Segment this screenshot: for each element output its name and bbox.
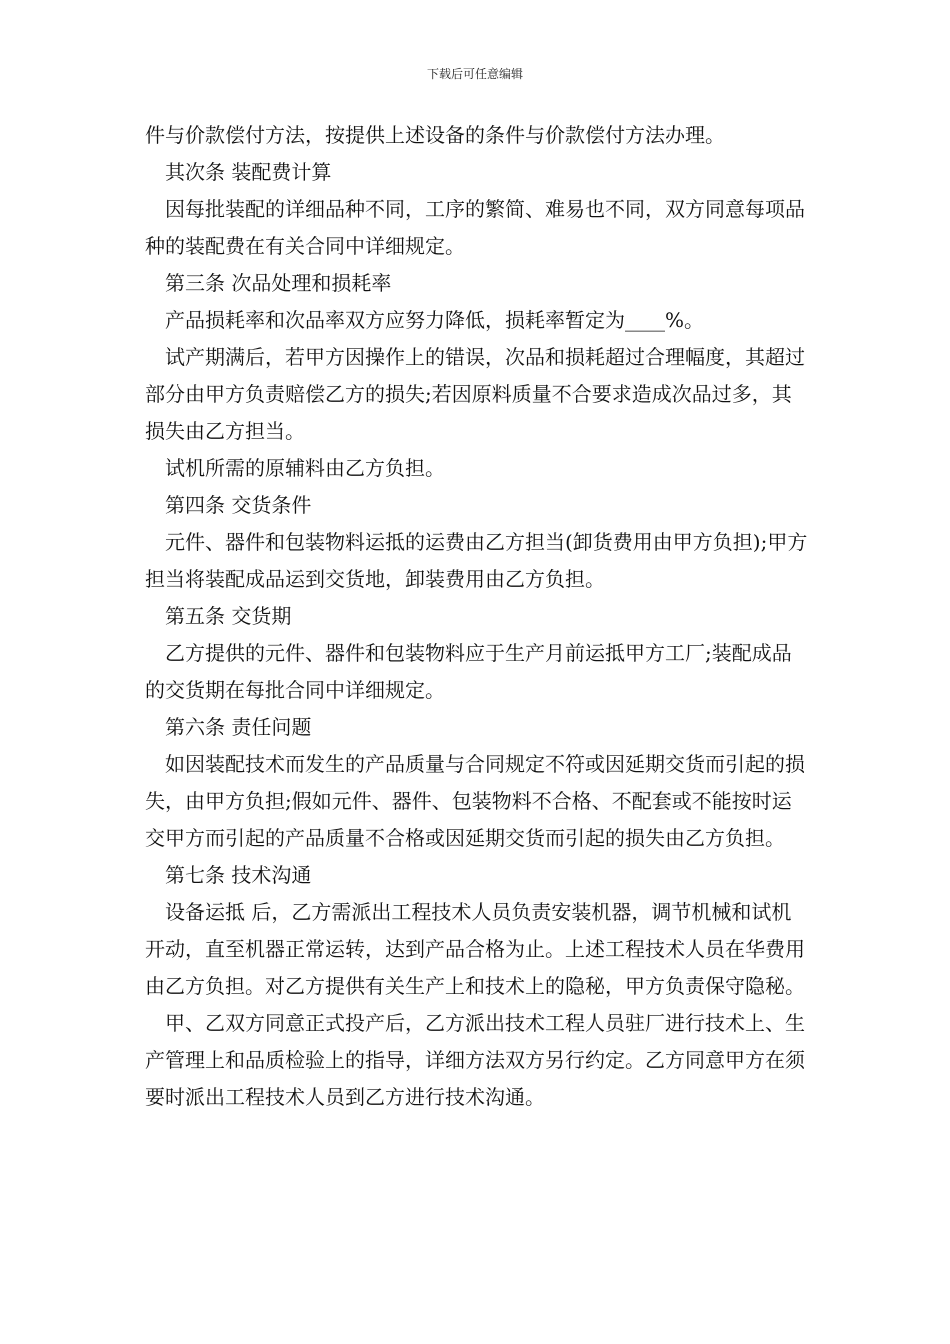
paragraph: 元件、器件和包装物料运抵的运费由乙方担当(卸货费用由甲方负担);甲方担当将装配成品运到交货地，卸装费用由乙方负担。: [145, 530, 808, 591]
clause-heading-7: 第七条 技术沟通: [165, 863, 312, 887]
clause-heading-2: 其次条 装配费计算: [165, 160, 332, 184]
clause-heading-6: 第六条 责任问题: [165, 715, 312, 739]
paragraph: 试产期满后，若甲方因操作上的错误，次品和损耗超过合理幅度，其超过部分由甲方负责赔偿乙方的损失;若因原料质量不合要求造成次品过多，其损失由乙方担当。: [145, 345, 805, 443]
clause-heading-3: 第三条 次品处理和损耗率: [165, 271, 392, 295]
clause-heading-4: 第四条 交货条件: [165, 493, 312, 517]
paragraph: 产品损耗率和次品率双方应努力降低，损耗率暂定为____%。: [165, 308, 705, 332]
paragraph: 因每批装配的详细品种不同，工序的繁简、难易也不同，双方同意每项品种的装配费在有关合同中详细规定。: [145, 197, 805, 258]
clause-heading-5: 第五条 交货期: [165, 604, 292, 628]
paragraph: 设备运抵 后，乙方需派出工程技术人员负责安装机器，调节机械和试机开动，直至机器正常运转，达到产品合格为止。上述工程技术人员在华费用由乙方负担。对乙方提供有关生产上和技术上的隐秘，甲方负责保守隐秘。: [145, 900, 805, 998]
paragraph-continuation: 件与价款偿付方法，按提供上述设备的条件与价款偿付方法办理。: [145, 123, 725, 147]
paragraph: 乙方提供的元件、器件和包装物料应于生产月前运抵甲方工厂;装配成品的交货期在每批合同中详细规定。: [145, 641, 792, 702]
paragraph: 试机所需的原辅料由乙方负担。: [165, 456, 445, 480]
page-header: 下载后可任意编辑: [426, 67, 523, 81]
document-body: [145, 117, 810, 1116]
paragraph: 甲、乙双方同意正式投产后，乙方派出技术工程人员驻厂进行技术上、生产管理上和品质检验上的指导，详细方法双方另行约定。乙方同意甲方在须要时派出工程技术人员到乙方进行技术沟通。: [145, 1011, 805, 1109]
paragraph: 如因装配技术而发生的产品质量与合同规定不符或因延期交货而引起的损失，由甲方负担;假如元件、器件、包装物料不合格、不配套或不能按时运交甲方而引起的产品质量不合格或因延期交货而引起的损失由乙方负担。: [145, 752, 805, 850]
